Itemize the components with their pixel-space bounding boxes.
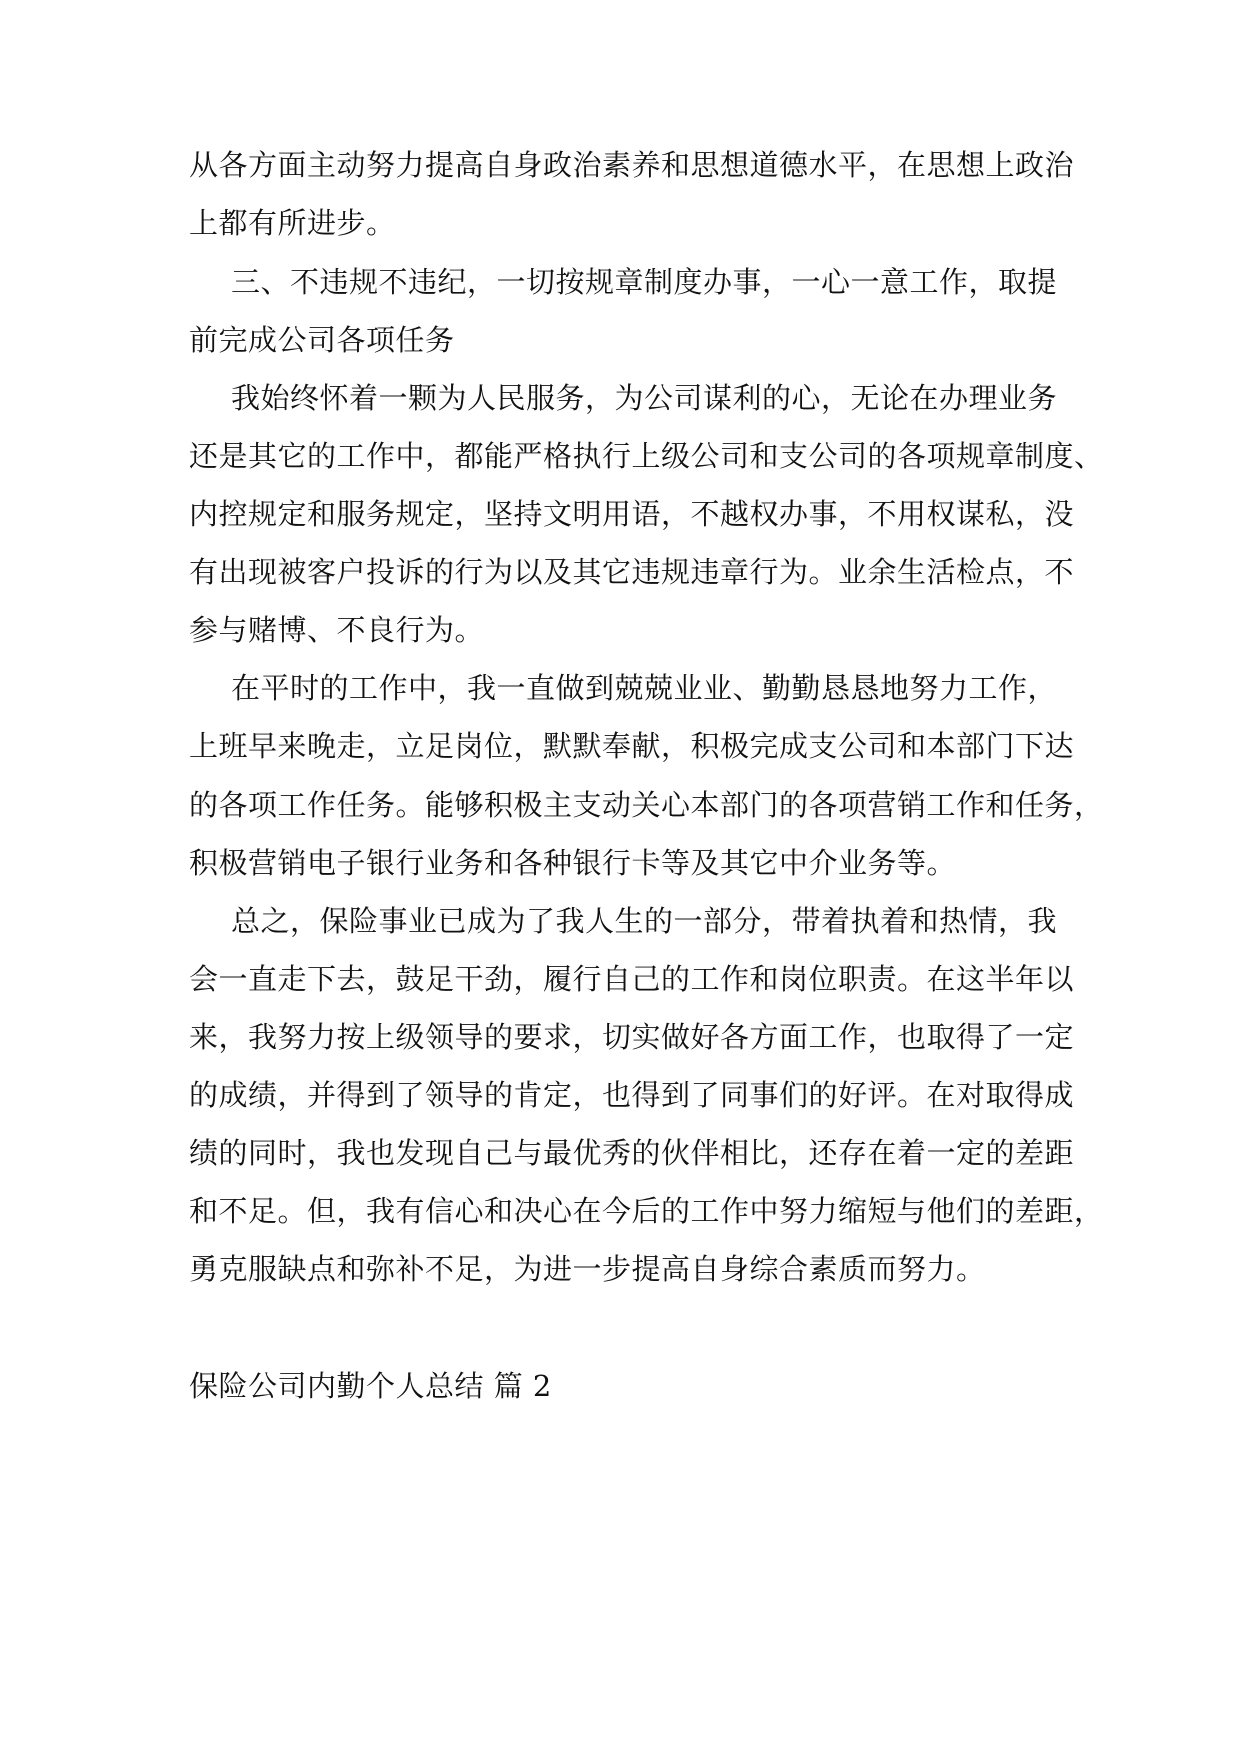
text-line: 上班早来晚走，立足岗位，默默奉献，积极完成支公司和本部门下达	[189, 729, 1075, 763]
text-line: 总之，保险事业已成为了我人生的一部分，带着执着和热情，我	[231, 904, 1058, 938]
text-line: 的各项工作任务。能够积极主支动关心本部门的各项营销工作和任务，	[189, 788, 1104, 822]
text-line: 在平时的工作中，我一直做到兢兢业业、勤勤恳恳地努力工作，	[231, 671, 1058, 705]
section-heading-line: 三、不违规不违纪，一切按规章制度办事，一心一意工作，取提	[231, 265, 1058, 299]
text-line: 上都有所进步。	[189, 206, 396, 240]
text-line: 积极营销电子银行业务和各种银行卡等及其它中介业务等。	[189, 846, 957, 880]
text-line: 我始终怀着一颗为人民服务，为公司谋利的心，无论在办理业务	[231, 381, 1058, 415]
text-line: 从各方面主动努力提高自身政治素养和思想道德水平，在思想上政治	[189, 148, 1075, 182]
section-title: 保险公司内勤个人总结 篇 2	[189, 1369, 552, 1403]
text-line: 参与赌博、不良行为。	[189, 613, 485, 647]
text-line: 来，我努力按上级领导的要求，切实做好各方面工作，也取得了一定	[189, 1020, 1075, 1054]
text-line: 勇克服缺点和弥补不足，为进一步提高自身综合素质而努力。	[189, 1252, 986, 1286]
text-line: 有出现被客户投诉的行为以及其它违规违章行为。业余生活检点，不	[189, 555, 1075, 589]
section-heading-line: 前完成公司各项任务	[189, 323, 455, 357]
text-line: 绩的同时，我也发现自己与最优秀的伙伴相比，还存在着一定的差距	[189, 1136, 1075, 1170]
text-line: 内控规定和服务规定，坚持文明用语，不越权办事，不用权谋私，没	[189, 497, 1075, 531]
text-line: 还是其它的工作中，都能严格执行上级公司和支公司的各项规章制度、	[189, 439, 1104, 473]
text-line: 的成绩，并得到了领导的肯定，也得到了同事们的好评。在对取得成	[189, 1078, 1075, 1112]
text-line: 会一直走下去，鼓足干劲，履行自己的工作和岗位职责。在这半年以	[189, 962, 1075, 996]
text-line: 和不足。但，我有信心和决心在今后的工作中努力缩短与他们的差距，	[189, 1194, 1104, 1228]
